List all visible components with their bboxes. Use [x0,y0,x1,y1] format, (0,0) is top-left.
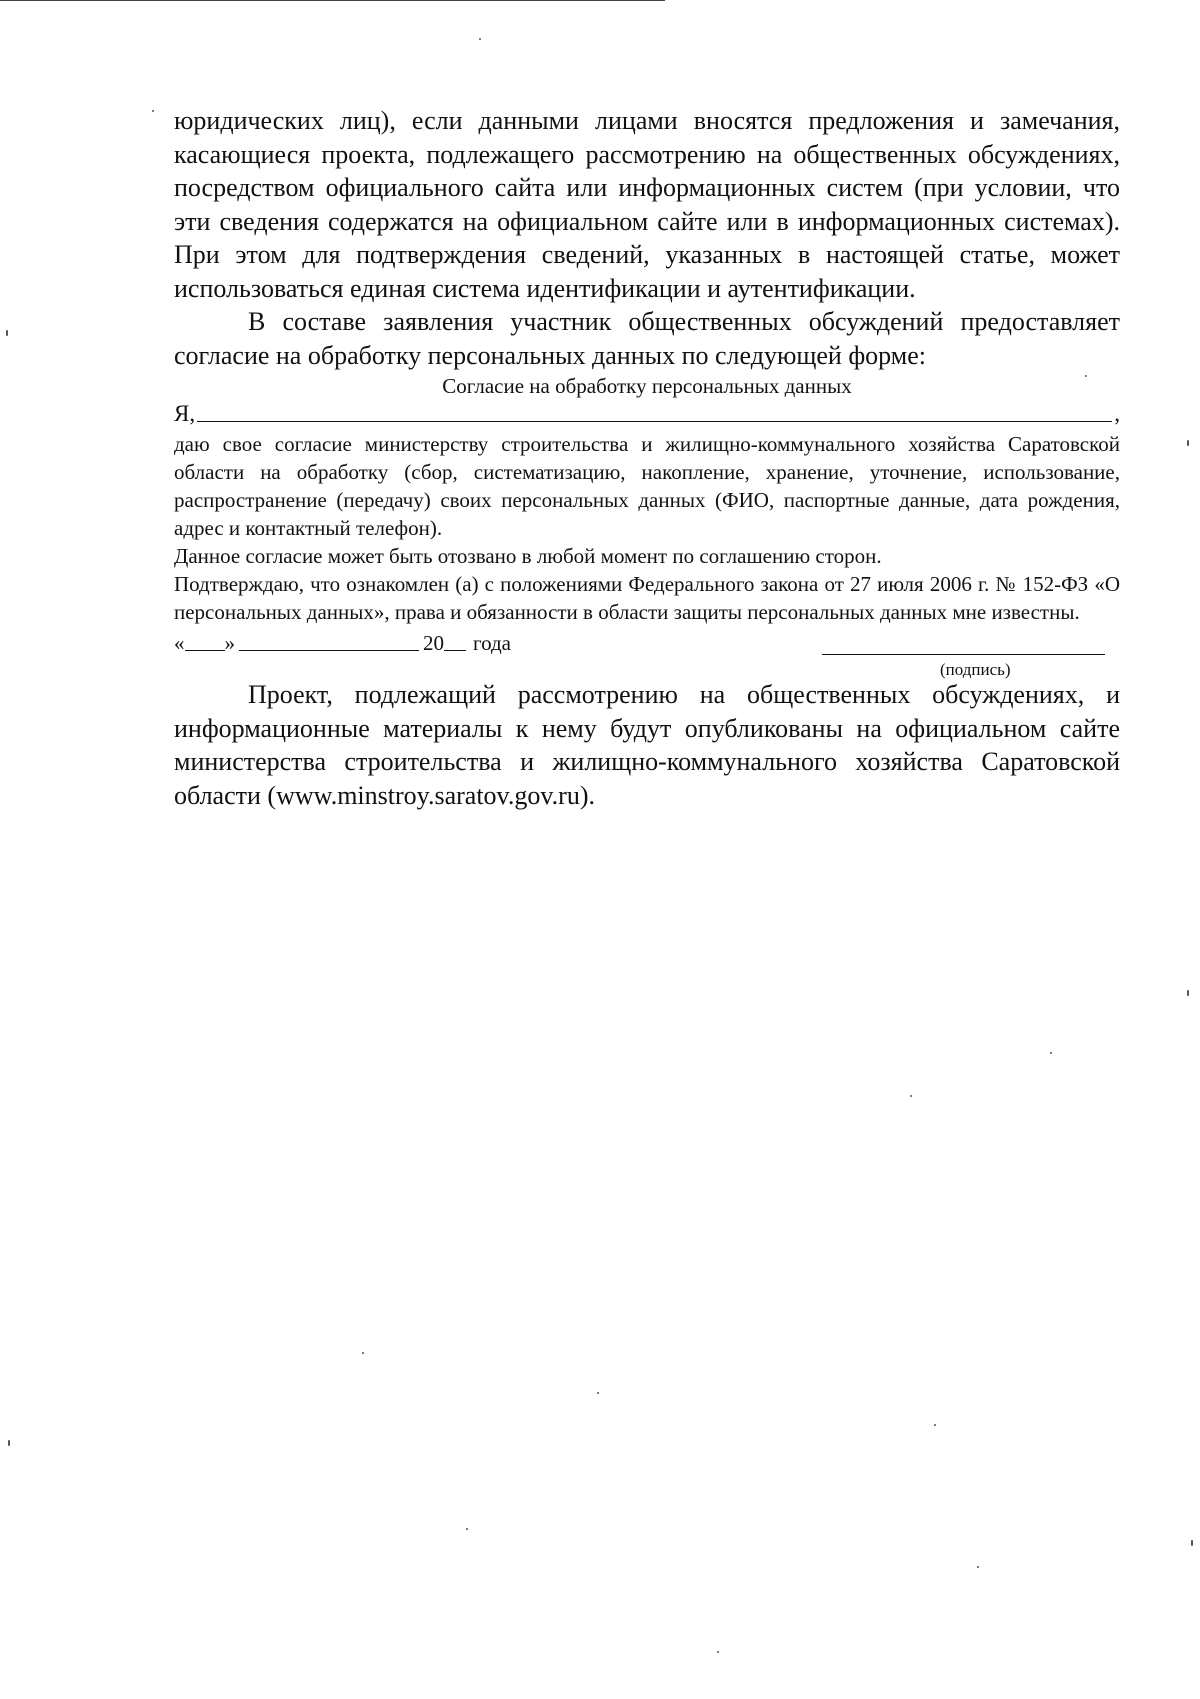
paragraph-applicant-identification: юридических лиц), если данными лицами вносятся предложения и замечания, касающиеся проекта, подлежащего рассмотрению на общественных обсуждениях, посредством официального сайта или информационных систем (при условии, что эти сведения содержатся на официальном сайте или в информационных системах). При этом для подтверждения сведений, указанных в настоящей статье, может использоваться единая система идентификации и аутентификации. [174,106,1120,303]
consent-confirmation-statement: Подтверждаю, что ознакомлен (а) с положениями Федерального закона от 27 июля 2006 г. № 152-ФЗ «О персональных данных», права и обязанности в области защиты персональных данных мне известны. [174,572,1120,624]
scan-speck [466,1528,468,1530]
name-prefix: Я, [174,401,196,426]
consent-date-field [174,630,511,656]
scan-speck [1187,440,1189,446]
scan-speck [1191,1540,1193,1546]
year-suffix: года [473,631,511,655]
scan-speck [8,1440,10,1446]
signature-caption: (подпись) [940,660,1011,679]
paragraph-publication-notice: Проект, подлежащий рассмотрению на общественных обсуждениях, и информационные материалы к нему будут опубликованы на официальном сайте министерства строительства и жилищно-коммунального хозяйства Саратовской области (www.minstroy.saratov.gov.ru). [174,680,1120,810]
scan-speck [1050,1052,1052,1054]
scan-speck [479,38,481,40]
scan-speck [6,330,8,336]
year-blank-field[interactable] [444,649,466,651]
scan-speck [717,1651,719,1653]
name-blank-field[interactable] [197,420,1112,422]
scan-speck [1085,375,1087,377]
consent-statement: даю свое согласие министерству строительства и жилищно-коммунального хозяйства Саратовской области на обработку (сбор, систематизацию, накопление, хранение, уточнение, использование, распространение (передачу) своих персональных данных (ФИО, паспортные данные, дата рождения, адрес и контактный телефон). [174,432,1120,540]
date-close-quote: » [224,631,235,655]
scan-speck [934,1424,936,1426]
year-prefix: 20 [423,631,444,655]
scan-speck [597,1392,599,1394]
name-suffix: , [1114,401,1120,426]
scan-speck [1187,990,1189,996]
consent-revocation-statement: Данное согласие может быть отозвано в любой момент по соглашению сторон. [174,544,882,568]
consent-form-title: Согласие на обработку персональных данных [442,374,852,398]
date-open-quote: « [174,631,185,655]
scan-edge-line [0,0,665,1]
paragraph-consent-intro: В составе заявления участник общественных обсуждений предоставляет согласие на обработку персональных данных по следующей форме: [174,307,1120,370]
consent-date-signature-row [174,630,1120,679]
scan-speck [152,110,154,112]
consent-name-line [174,399,1120,427]
month-blank-field[interactable] [239,649,419,651]
scan-speck [910,1095,912,1097]
scan-speck [977,1566,979,1568]
signature-blank-field[interactable] [822,653,1105,655]
scan-speck [362,1352,364,1354]
document-page [174,104,1120,812]
day-blank-field[interactable] [185,649,225,651]
